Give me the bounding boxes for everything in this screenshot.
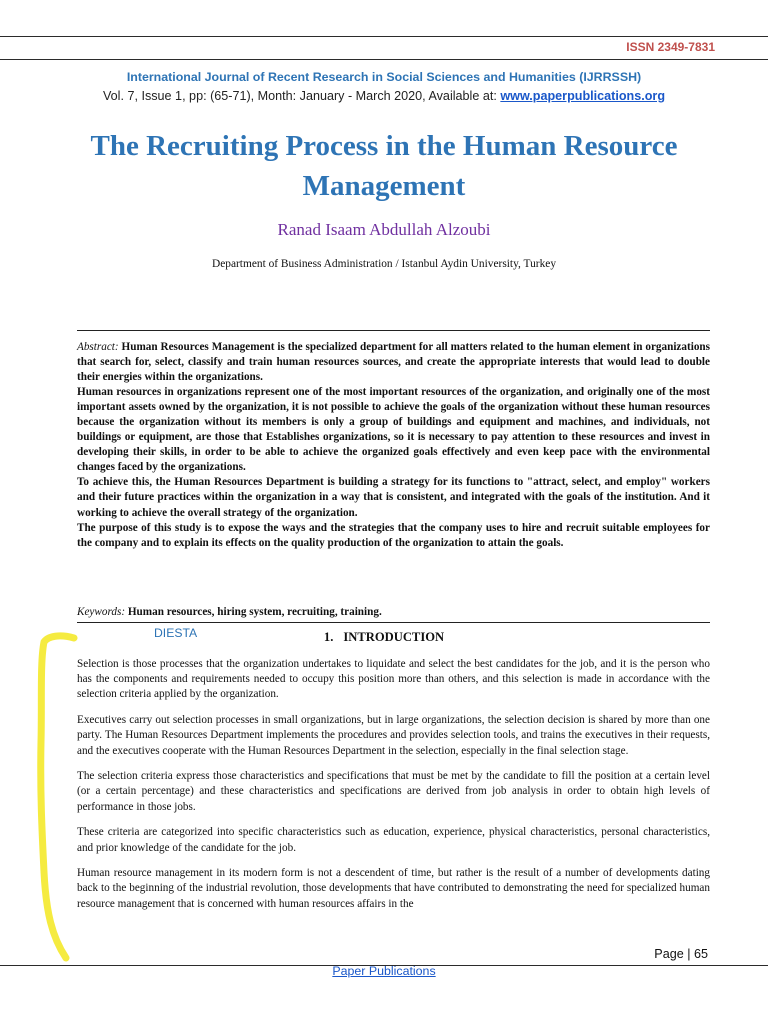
abstract-paragraph: [77, 340, 710, 385]
publisher-link[interactable]: Paper Publications: [332, 964, 436, 978]
abstract-paragraph: To achieve this, the Human Resources Department is building a strategy for its functions to "attract, select, and employ" workers and their future practices within the organization in a way that is consistent, and integrated with the goals of the institution. And it working to achieve the overall strategy of the organization.: [77, 476, 710, 519]
abstract-text: Human Resources Management is the specialized department for all matters related to the human element in organizations that search for, select, classify and train human resources sources, and create the appropriate interests that would lead to double their energies within the organizations.: [77, 341, 710, 384]
section-number: 1.: [323, 630, 334, 644]
body-paragraph: Executives carry out selection processes in small organizations, but in large organizations, the selection decision is shared by more than one party. The Human Resources Department implements the procedures and provides selection tools, and trains the executives in their requests, and the executives cooperate with the Human Resources Department in the selection, especially in the final selection stage.: [77, 714, 710, 757]
volume-line: [0, 89, 768, 103]
handwritten-annotation: DIESTA: [154, 626, 198, 640]
issn-number: ISSN 2349-7831: [626, 40, 715, 54]
body-paragraph: Selection is those processes that the organization undertakes to liquidate and select the best candidates for the job, and it is the person who has the components and requirements needed to occupy this position more than others, and this selection is made in accordance with the selection criteria applied by the organization.: [77, 658, 710, 701]
abstract-paragraph: Human resources in organizations represent one of the most important resources of the organization, and originally one of the most important assets owned by the organization, it is not possible to achieve the goals of the organization without these human resources because the organization without its members is only a group of buildings and equipment and machines, and individuals, not buildings or equipment, are those that Establishes organizations, so it is necessary to pay attention to these resources and invest in developing their skills, in order to be able to achieve the organized goals effectively and even keep pace with the environmental changes faced by the organizations.: [77, 386, 710, 474]
issn-bar: [0, 36, 768, 60]
author-affiliation: Department of Business Administration / Istanbul Aydin University, Turkey: [211, 258, 557, 270]
volume-text: Vol. 7, Issue 1, pp: (65-71), Month: January - March 2020, Available at:: [102, 89, 501, 103]
section-title: INTRODUCTION: [343, 630, 445, 644]
keywords-text: Human resources, hiring system, recruiting, training.: [125, 606, 382, 618]
journal-name: International Journal of Recent Research in Social Sciences and Humanities (IJRRSSH): [126, 70, 642, 84]
journal-website-link[interactable]: www.paperpublications.org: [500, 89, 666, 103]
body-paragraph: Human resource management in its modern form is not a descendent of time, but rather is the result of a number of developments dating back to the beginning of the industrial revolution, those developments that have contributed to demonstrating the need for specialized human resource management that is concerned with human resources affairs in the: [77, 867, 710, 910]
abstract-label: Abstract:: [77, 341, 119, 353]
abstract: [77, 330, 710, 551]
abstract-paragraph: The purpose of this study is to expose the ways and the strategies that the company uses to hire and recruit suitable employees for the company and to explain its effects on the quality production of the organization to attain the goals.: [77, 521, 710, 549]
body-paragraph: These criteria are categorized into specific characteristics such as education, experience, physical characteristics, personal characteristics, and prior knowledge of the candidate for the job.: [77, 826, 710, 854]
keywords: [77, 606, 710, 623]
keywords-label: Keywords:: [77, 606, 126, 618]
page-number: Page | 65: [654, 947, 708, 961]
paper-title: The Recruiting Process in the Human Resource Management: [90, 130, 678, 202]
section-heading: [0, 630, 768, 645]
introduction-body: [77, 657, 710, 922]
body-paragraph: The selection criteria express those characteristics and specifications that must be met by the candidate to fill the position at a certain level (or a certain percentage) and these characteristics and specifications are derived from job analysis in order to obtain high levels of performance in those jobs.: [77, 770, 710, 813]
highlighter-bracket-mark: [30, 632, 80, 962]
author-name: Ranad Isaam Abdullah Alzoubi: [277, 220, 491, 239]
